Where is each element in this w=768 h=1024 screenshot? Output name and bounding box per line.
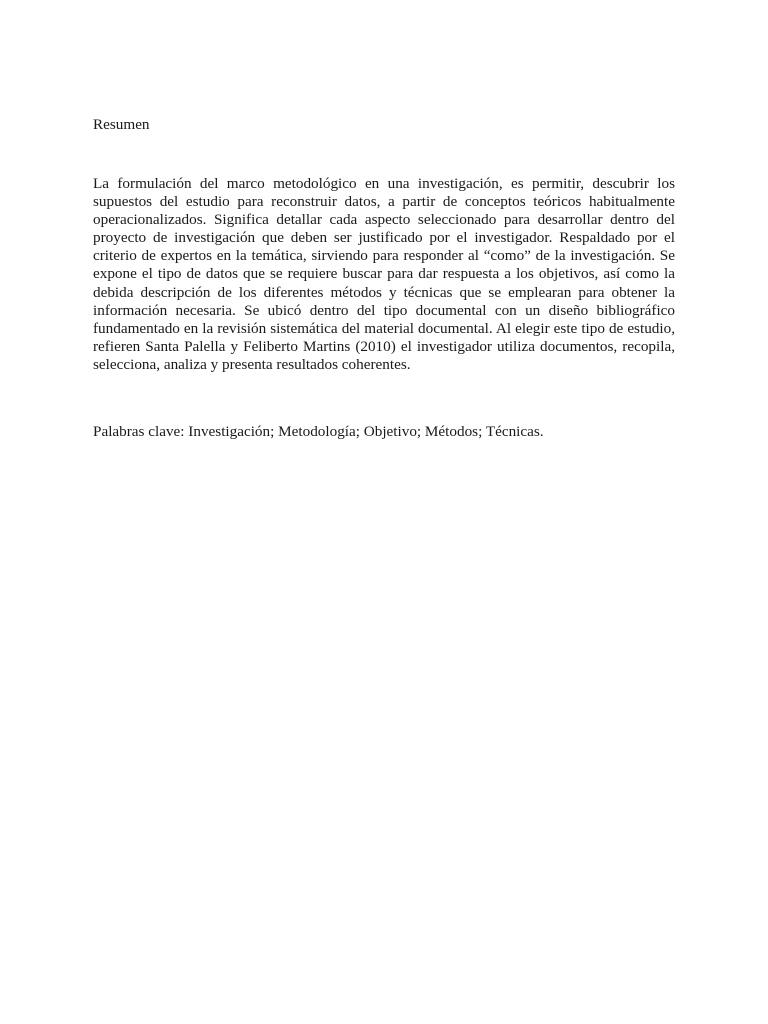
abstract-paragraph: La formulación del marco metodológico en una investigación, es permitir, descubrir los supuestos del estudio para reconstruir datos, a partir de conceptos teóricos habitualmente operacionalizados. Significa detallar cada aspecto seleccionado para desarrollar dentro del proyecto de investigación que deben ser justificado por el investigador. Respaldado por el criterio de expertos en la temática, sirviendo para responder al “como” de la investigación. Se expone el tipo de datos que se requiere buscar para dar respuesta a los objetivos, así como la debida descripción de los diferentes métodos y técnicas que se emplearan para obtener la información necesaria. Se ubicó dentro del tipo documental con un diseño bibliográfico fundamentado en la revisión sistemática del material documental. Al elegir este tipo de estudio, refieren Santa Palella y Feliberto Martins (2010) el investigador utiliza documentos, recopila, selecciona, analiza y presenta resultados coherentes. [93,175,675,373]
keywords-line: Palabras clave: Investigación; Metodología; Objetivo; Métodos; Técnicas. [93,423,544,440]
abstract-heading: Resumen [93,116,150,133]
